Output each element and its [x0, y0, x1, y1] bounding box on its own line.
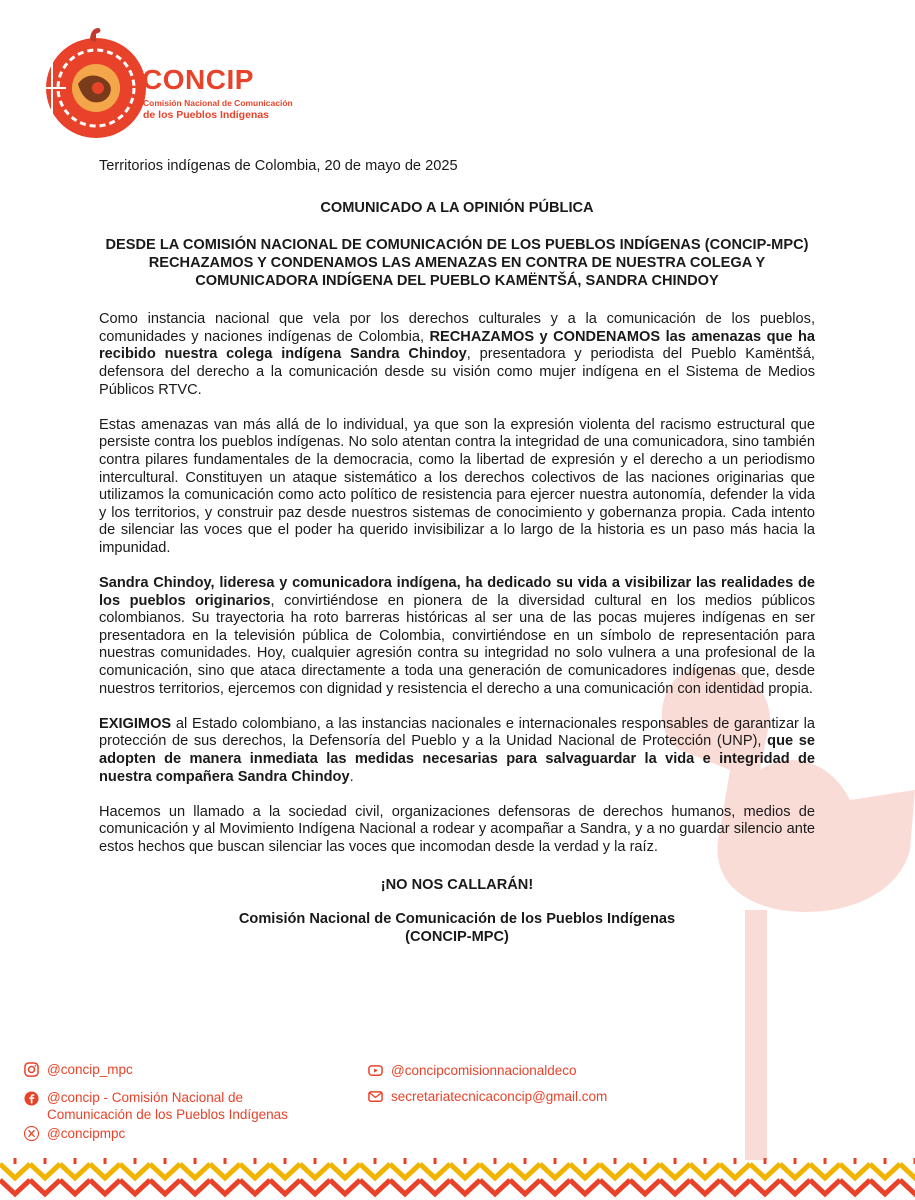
- logo-name: CONCIP: [142, 64, 254, 95]
- letter-title: COMUNICADO A LA OPINIÓN PÚBLICA: [320, 199, 594, 216]
- paragraph-1: [99, 311, 815, 399]
- paragraph-2: Estas amenazas van más allá de lo individual, ya que son la expresión violenta del racismo estructural que persiste contra los pueblos indígenas. No solo atentan contra la integridad de una comunicadora, sino también contra pilares fundamentales de la democracia, como la libertad de expresión y el derecho a un periodismo intercultural. Constituyen un ataque sistemático a los derechos colectivos de las naciones originarias que utilizamos la comunicación como acto político de resistencia para ejercer nuestra autonomía, defender la vida y los territorios, y construir paz desde nuestros sistemas de conocimiento y gobernanza propia. Cada intento de silenciar las voces que el poder ha querido invisibilizar a lo largo de la historia es un paso más hacia la impunidad.: [99, 416, 815, 556]
- instagram-handle: @concip_mpc: [47, 1062, 133, 1077]
- instagram-icon: [24, 1062, 39, 1077]
- paragraph-4-bold-a: EXIGIMOS: [99, 715, 172, 732]
- letter-body: [99, 158, 815, 946]
- email-address: secretariatecnicaconcip@gmail.com: [391, 1089, 608, 1104]
- paragraph-3-text: , convirtiéndose en pionera de la diversidad cultural en los medios públicos colombianos. Su trayectoria ha roto barreras históricas al ser una de las pocas mujeres indígenas en ser presentadora en la televisión pública de Colombia, convirtiéndose en un símbolo de representación para nuestras comunidades. Hoy, cualquier agresión contra su integridad no solo vulnera a una profesional de la comunicación, sino que ataca directamente a toda una generación de comunicadores indígenas que, desde nuestros territorios, ejercemos con dignidad y resistencia el derecho a una comunicación con identidad propia.: [99, 592, 815, 697]
- paragraph-3: [99, 575, 815, 698]
- letter-heading: DESDE LA COMISIÓN NACIONAL DE COMUNICACIÓN DE LOS PUEBLOS INDÍGENAS (CONCIP-MPC) RECHAZAMOS Y CONDENAMOS LAS AMENAZAS EN CONTRA DE NUESTRA COLEGA Y COMUNICADORA INDÍGENA DEL PUEBLO KAMËNTŠÁ, SANDRA CHINDOY: [105, 237, 809, 290]
- youtube-handle: @concipcomisionnacionaldeco: [391, 1063, 577, 1078]
- signature-line-2: (CONCIP-MPC): [405, 928, 509, 945]
- signature-line-1: Comisión Nacional de Comunicación de los Pueblos Indígenas: [238, 911, 676, 928]
- paragraph-4-text-b: al Estado colombiano, a las instancias nacionales e internacionales responsables de garantizar la protección de sus derechos, la Defensoría del Pueblo y a la Unidad Nacional de Protección (UNP),: [99, 715, 815, 750]
- paragraph-4-text-d: .: [349, 768, 354, 785]
- paragraph-3-bold: Sandra Chindoy, lideresa y comunicadora indígena, ha dedicado su vida a visibilizar las realidades de los pueblos originarios: [99, 575, 815, 609]
- youtube-icon: [368, 1063, 383, 1078]
- decorative-border: [0, 1158, 915, 1200]
- facebook-handle-line-2: Comunicación de los Pueblos Indígenas: [47, 1107, 288, 1122]
- x-handle: @concipmpc: [47, 1126, 126, 1141]
- email-icon: [368, 1089, 383, 1104]
- paragraph-1-text-c: , presentadora y periodista del Pueblo Kamëntšá, defensora del derecho a la comunicación desde su visión como mujer indígena en el Sistema de Medios Públicos RTVC.: [99, 346, 815, 398]
- facebook-handle-line-1: @concip - Comisión Nacional de: [47, 1090, 244, 1105]
- paragraph-4: [99, 716, 815, 786]
- slogan: ¡NO NOS CALLARÁN!: [380, 876, 534, 893]
- paragraph-1-bold: RECHAZAMOS y CONDENAMOS las amenazas que ha recibido nuestra colega indígena Sandra Chindoy: [99, 328, 816, 363]
- letter-date: Territorios indígenas de Colombia, 20 de mayo de 2025: [99, 158, 458, 174]
- paragraph-4-bold-c: que se adopten de manera inmediata las medidas necesarias para salvaguardar la vida e integridad de nuestra compañera Sandra Chindoy: [99, 733, 815, 785]
- concip-emblem: [38, 22, 150, 140]
- paragraph-1-text-a: Como instancia nacional que vela por los derechos culturales y a la comunicación de los pueblos, comunidades y naciones indígenas de Colombia,: [99, 311, 815, 345]
- facebook-icon: [24, 1091, 39, 1106]
- logo-subtitle-1: Comisión Nacional de Comunicación: [143, 98, 293, 108]
- concip-logo: [38, 22, 293, 142]
- paragraph-5: Hacemos un llamado a la sociedad civil, organizaciones defensoras de derechos humanos, medios de comunicación y al Movimiento Indígena Nacional a rodear y acompañar a Sandra, y a no guardar silencio ante estos hechos que buscan silenciar las voces que incomodan desde la verdad y la raíz.: [99, 803, 815, 855]
- x-icon: [24, 1126, 39, 1141]
- logo-subtitle-2: de los Pueblos Indígenas: [143, 109, 270, 121]
